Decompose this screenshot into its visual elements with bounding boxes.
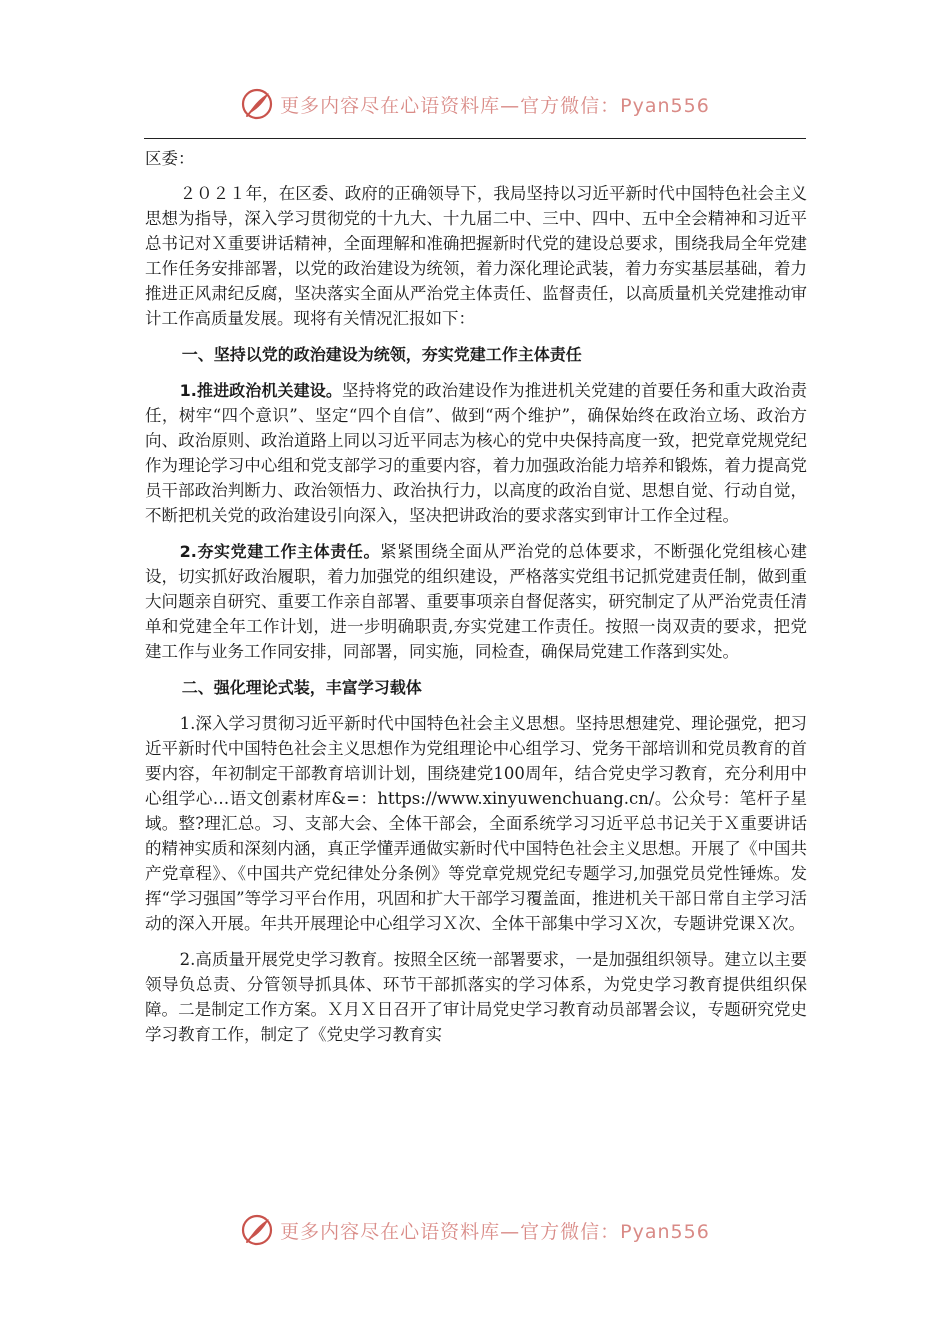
- document-body: [145, 146, 807, 1047]
- watermark-text: 更多内容尽在心语资料库—官方微信：Pyan556: [280, 1220, 710, 1243]
- section-heading-2: 二、强化理论式装，丰富学习载体: [181, 678, 422, 697]
- watermark-text: 更多内容尽在心语资料库—官方微信：Pyan556: [280, 94, 710, 117]
- section1-item2-lead: 2.夯实党建工作主体责任。: [179, 542, 381, 561]
- header-watermark-banner: [0, 84, 950, 124]
- intro-paragraph: ２０２１年，在区委、政府的正确领导下，我局坚持以习近平新时代中国特色社会主义思想为指导，深入学习贯彻党的十九大、十九届二中、三中、四中、五中全会精神和习近平总书记对Ｘ重要讲话精神，全面理解和准确把握新时代党的建设总要求，围绕我局全年党建工作任务安排部署，以党的政治建设为统领，着力深化理论武装，着力夯实基层基础，着力推进正风肃纪反腐，坚决落实全面从严治党主体责任、监督责任，以高质量机关党建推动审计工作高质量发展。现将有关情况汇报如下：: [145, 184, 807, 328]
- footer-watermark-banner: [0, 1210, 950, 1250]
- section1-item1-lead: 1.推进政治机关建设。: [179, 381, 342, 400]
- feather-pen-logo-icon: [240, 1213, 274, 1247]
- section1-item2: [145, 539, 807, 664]
- greeting: 区委：: [145, 149, 195, 168]
- section1-item1: [145, 378, 807, 528]
- section-heading-1: 一、坚持以党的政治建设为统领，夯实党建工作主体责任: [181, 345, 582, 364]
- header-divider: [144, 138, 806, 139]
- section1-item1-text: 坚持将党的政治建设作为推进机关党建的首要任务和重大政治责任，树牢“四个意识”、坚定“四个自信”、做到“两个维护”，确保始终在政治立场、政治方向、政治原则、政治道路上同以习近平同志为核心的党中央保持高度一致，把党章党规党纪作为理论学习中心组和党支部学习的重要内容，着力加强政治能力培养和锻炼，着力提高党员干部政治判断力、政治领悟力、政治执行力，以高度的政治自觉、思想自觉、行动自觉，不断把机关党的政治建设引向深入，坚决把讲政治的要求落实到审计工作全过程。: [145, 381, 808, 525]
- section2-item2: 2.高质量开展党史学习教育。按照全区统一部署要求，一是加强组织领导。建立以主要领导负总责、分管领导抓具体、环节干部抓落实的学习体系，为党史学习教育提供组织保障。二是制定工作方案。Ｘ月Ｘ日召开了审计局党史学习教育动员部署会议，专题研究党史学习教育工作，制定了《党史学习教育实: [145, 950, 807, 1044]
- section1-item2-text: 紧紧围绕全面从严治党的总体要求，不断强化党组核心建设，切实抓好政治履职，着力加强党的组织建设，严格落实党组书记抓党建责任制，做到重大问题亲自研究、重要工作亲自部署、重要事项亲自督促落实，研究制定了从严治党责任清单和党建全年工作计划，进一步明确职责,夯实党建工作责任。按照一岗双责的要求，把党建工作与业务工作同安排，同部署，同实施，同检查，确保局党建工作落到实处。: [145, 542, 808, 661]
- section2-item1: 1.深入学习贯彻习近平新时代中国特色社会主义思想。坚持思想建党、理论强党，把习近平新时代中国特色社会主义思想作为党组理论中心组学习、党务干部培训和党员教育的首要内容，年初制定干部教育培训计划，围绕建党100周年，结合党史学习教育，充分利用中心组学心…语文创素材库&=：https://www.xinyuwenchuang.cn/。公众号：笔杆子星域。整?理汇总。习、支部大会、全体干部会，全面系统学习习近平总书记关于Ｘ重要讲话的精神实质和深刻内涵，真正学懂弄通做实新时代中国特色社会主义思想。开展了《中国共产党章程》、《中国共产党纪律处分条例》等党章党规党纪专题学习,加强党员党性锤炼。发挥“学习强国”等学习平台作用，巩固和扩大干部学习覆盖面，推进机关干部日常自主学习活动的深入开展。年共开展理论中心组学习Ｘ次、全体干部集中学习Ｘ次，专题讲党课Ｘ次。: [145, 714, 807, 933]
- feather-pen-logo-icon: [240, 87, 274, 121]
